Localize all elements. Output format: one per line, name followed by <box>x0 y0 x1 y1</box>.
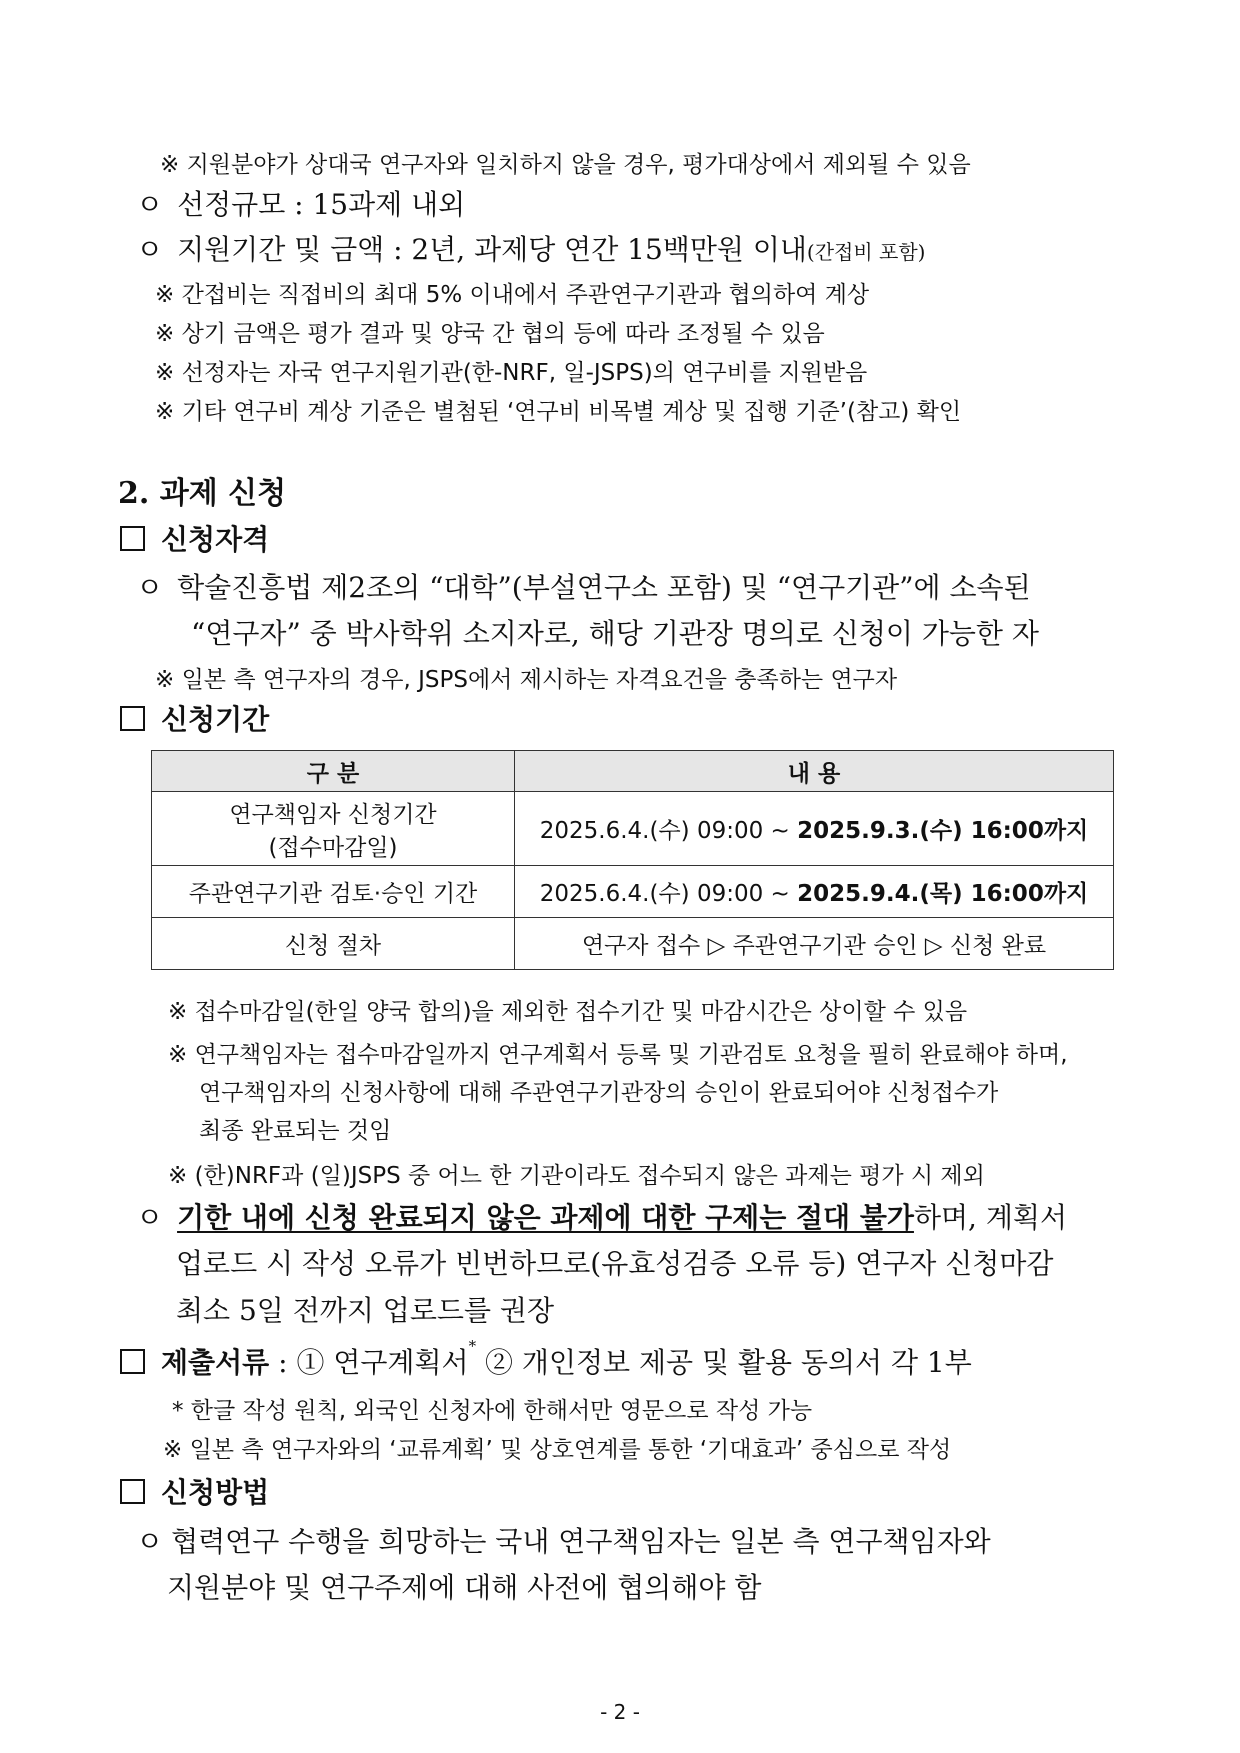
bullet-mark: ㅇ <box>136 571 164 604</box>
note-exchange-plan: ※ 일본 측 연구자와의 ‘교류계획’ 및 상호연계를 통한 ‘기대효과’ 중심으로 작성 <box>163 1437 952 1463</box>
table-header-category: 구 분 <box>152 751 515 792</box>
heading-qualification <box>120 518 269 558</box>
section-title: 2. 과제 신청 <box>118 476 287 511</box>
heading-documents-text: 제출서류 <box>161 1346 270 1379</box>
application-period-table <box>151 750 1114 970</box>
heading-method <box>120 1471 269 1511</box>
heading-period <box>120 698 269 738</box>
documents-list-a: : ① 연구계획서 <box>269 1346 469 1379</box>
period-start: 2025.6.4.(수) 09:00 ~ <box>539 818 798 844</box>
row-label-line2: (접수마감일) <box>268 834 398 861</box>
table-cell-label <box>152 792 515 866</box>
bullet-mark: ㅇ <box>136 188 164 221</box>
deadline-warning-underlined: 기한 내에 신청 완료되지 않은 과제에 대한 구제는 절대 불가 <box>177 1201 914 1234</box>
checkbox-square-icon <box>120 1349 145 1374</box>
bullet-selection-scale <box>136 183 465 223</box>
bullet-support-period <box>136 228 926 268</box>
deadline-warning-rest: 하며, 계획서 <box>913 1201 1067 1234</box>
method-line2: 지원분야 및 연구주제에 대해 사전에 협의해야 함 <box>167 1571 762 1604</box>
table-cell-content <box>515 792 1114 866</box>
note-indirect-cost: ※ 간접비는 직접비의 최대 5% 이내에서 주관연구기관과 협의하여 계상 <box>155 282 870 308</box>
note-deadline-differ: ※ 접수마감일(한일 양국 합의)을 제외한 접수기간 및 마감시간은 상이할 수 있음 <box>168 999 968 1025</box>
note-funding-agency: ※ 선정자는 자국 연구지원기관(한-NRF, 일-JSPS)의 연구비를 지원받음 <box>155 360 868 386</box>
table-cell-label: 신청 절차 <box>152 918 515 970</box>
deadline-warning-line2: 업로드 시 작성 오류가 빈번하므로(유효성검증 오류 등) 연구자 신청마감 <box>176 1247 1054 1280</box>
qualification-line2: “연구자” 중 박사학위 소지자로, 해당 기관장 명의로 신청이 가능한 자 <box>191 617 1039 650</box>
note-pi-complete: ※ 연구책임자는 접수마감일까지 연구계획서 등록 및 기관검토 요청을 필히 완료해야 하며, <box>168 1042 1068 1068</box>
heading-method-text: 신청방법 <box>161 1476 270 1509</box>
bullet-mark: ㅇ <box>136 1201 164 1234</box>
qualification-line1-text: 학술진흥법 제2조의 “대학”(부설연구소 포함) 및 “연구기관”에 소속된 <box>177 571 1031 604</box>
bullet-mark: ㅇ <box>136 1525 164 1558</box>
period-end: 2025.9.3.(수) 16:00까지 <box>797 818 1089 844</box>
table-row <box>152 866 1114 918</box>
note-both-agencies: ※ (한)NRF과 (일)JSPS 중 어느 한 기관이라도 접수되지 않은 과제는 평가 시 제외 <box>168 1163 985 1189</box>
note-field-mismatch: ※ 지원분야가 상대국 연구자와 일치하지 않을 경우, 평가대상에서 제외될 수 있음 <box>160 152 971 178</box>
note-pi-complete-2: 연구책임자의 신청사항에 대해 주관연구기관장의 승인이 완료되어야 신청접수가 <box>199 1080 999 1106</box>
table-row <box>152 792 1114 866</box>
method-line1-text: 협력연구 수행을 희망하는 국내 연구책임자는 일본 측 연구책임자와 <box>171 1525 991 1558</box>
table-cell-content: 연구자 접수 ▷ 주관연구기관 승인 ▷ 신청 완료 <box>515 918 1114 970</box>
heading-period-text: 신청기간 <box>161 703 270 736</box>
table-header-content: 내 용 <box>515 751 1114 792</box>
row-label-line1: 연구책임자 신청기간 <box>229 801 437 828</box>
support-period-text: 지원기간 및 금액 : 2년, 과제당 연간 15백만원 이내 <box>177 233 807 266</box>
table-cell-content <box>515 866 1114 918</box>
note-amount-adjust: ※ 상기 금액은 평가 결과 및 양국 간 협의 등에 따라 조정될 수 있음 <box>155 321 825 347</box>
heading-documents <box>120 1337 972 1381</box>
documents-list-b: ② 개인정보 제공 및 활용 동의서 각 1부 <box>476 1346 972 1379</box>
checkbox-square-icon <box>120 706 145 731</box>
heading-qualification-text: 신청자격 <box>161 523 270 556</box>
note-japan-qualification: ※ 일본 측 연구자의 경우, JSPS에서 제시하는 자격요건을 충족하는 연구자 <box>155 667 898 693</box>
deadline-warning-line3: 최소 5일 전까지 업로드를 권장 <box>176 1294 554 1327</box>
qualification-line1 <box>136 566 1031 606</box>
method-line1 <box>136 1520 991 1560</box>
table-row <box>152 918 1114 970</box>
note-language: * 한글 작성 원칙, 외국인 신청자에 한해서만 영문으로 작성 가능 <box>172 1398 813 1424</box>
table-header-row <box>152 751 1114 792</box>
checkbox-square-icon <box>120 1479 145 1504</box>
deadline-warning <box>136 1196 1067 1236</box>
note-pi-complete-3: 최종 완료되는 것임 <box>199 1118 392 1144</box>
documents-footnote-mark: * <box>468 1337 477 1355</box>
checkbox-square-icon <box>120 526 145 551</box>
table-cell-label: 주관연구기관 검토·승인 기간 <box>152 866 515 918</box>
bullet-mark: ㅇ <box>136 233 164 266</box>
selection-scale-text: 선정규모 : 15과제 내외 <box>177 188 466 221</box>
period-end: 2025.9.4.(목) 16:00까지 <box>797 881 1089 907</box>
note-budget-standard: ※ 기타 연구비 계상 기준은 별첨된 ‘연구비 비목별 계상 및 집행 기준’(참고) 확인 <box>155 399 962 425</box>
page-number: - 2 - <box>600 1700 640 1724</box>
support-period-small: (간접비 포함) <box>806 240 926 264</box>
period-start: 2025.6.4.(수) 09:00 ~ <box>539 881 798 907</box>
